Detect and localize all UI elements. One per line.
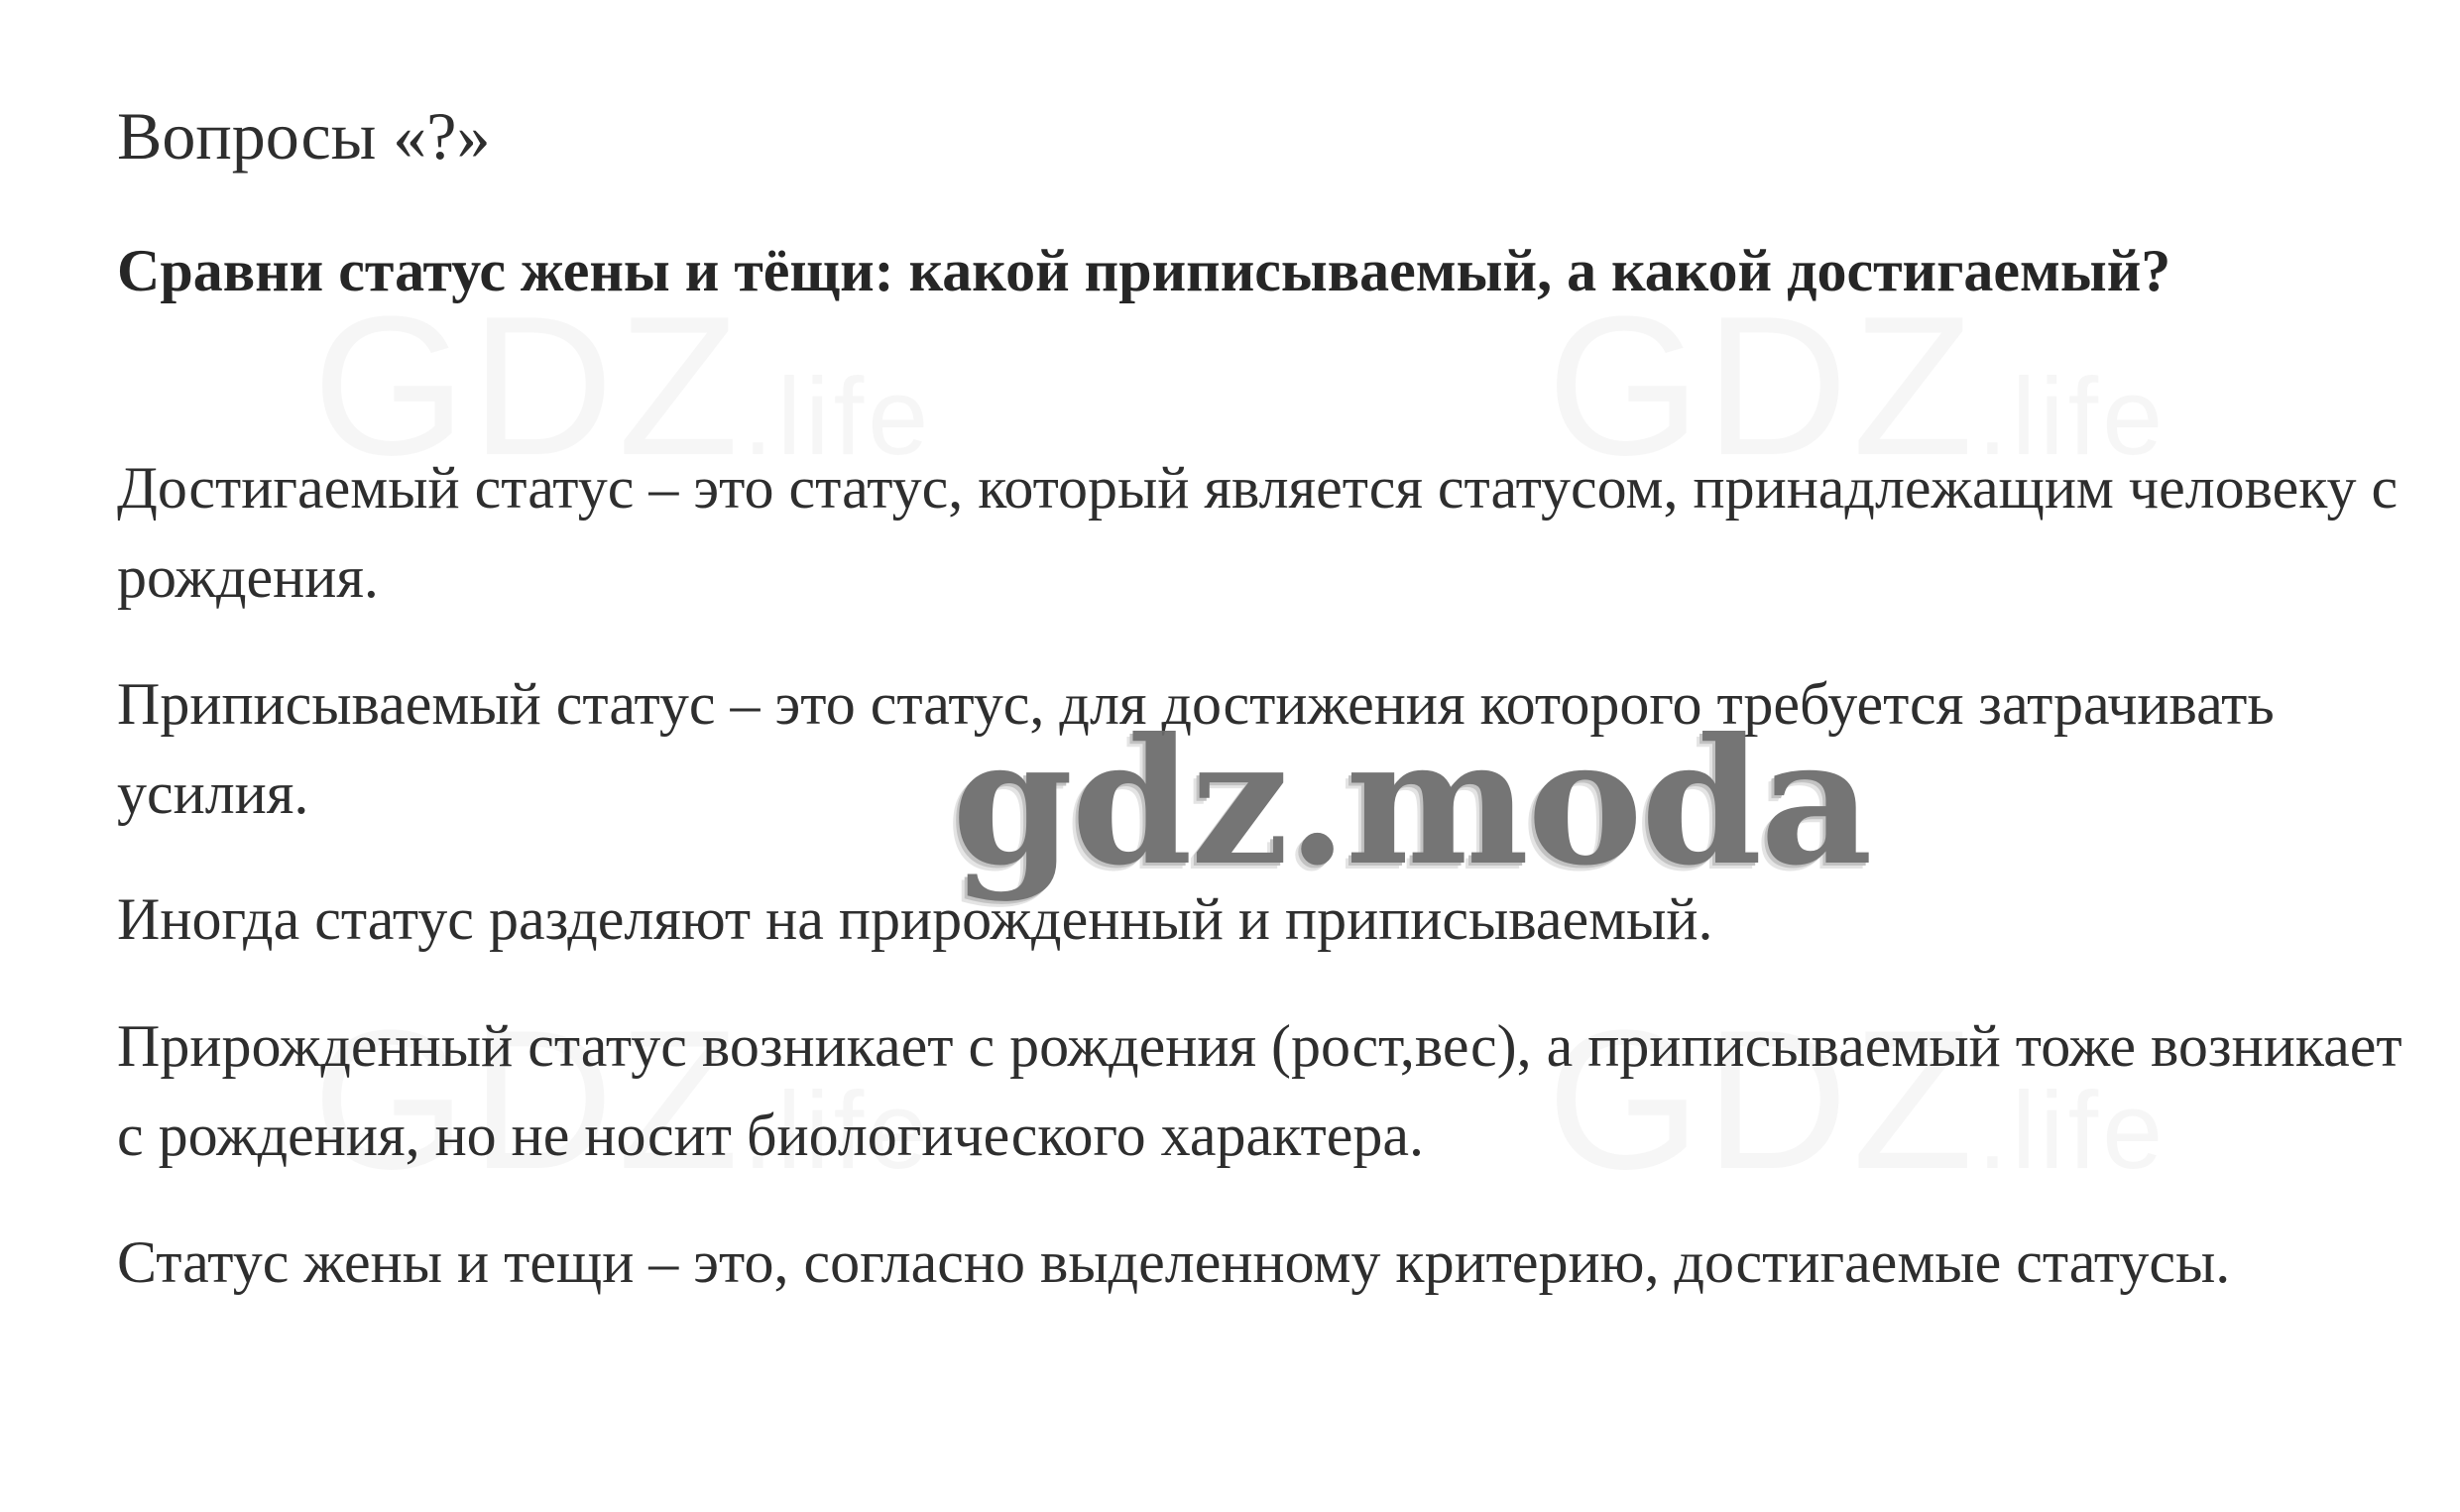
answer-paragraph: Приписываемый статус – это статус, для достижения которого требуется затрачивать усилия.	[117, 671, 2275, 826]
answer-paragraph: Иногда статус разделяют на прирожденный и приписываемый.	[117, 886, 1713, 952]
answer-paragraph: Статус жены и тещи – это, согласно выделенному критерию, достигаемые статусы.	[117, 1229, 2231, 1295]
section-heading: Вопросы «?»	[117, 98, 491, 174]
question-text: Сравни статус жены и тёщи: какой приписываемый, а какой достигаемый?	[117, 238, 2171, 303]
watermark-logo: gdz.moda	[952, 701, 1871, 904]
answer-paragraph: Прирожденный статус возникает с рождения (рост,вес), а приписываемый тоже возникает с рождения, но не носит биологического характера.	[117, 1013, 2402, 1168]
answer-paragraph: Достигаемый статус – это статус, который является статусом, принадлежащим человеку с рождения.	[117, 455, 2399, 610]
